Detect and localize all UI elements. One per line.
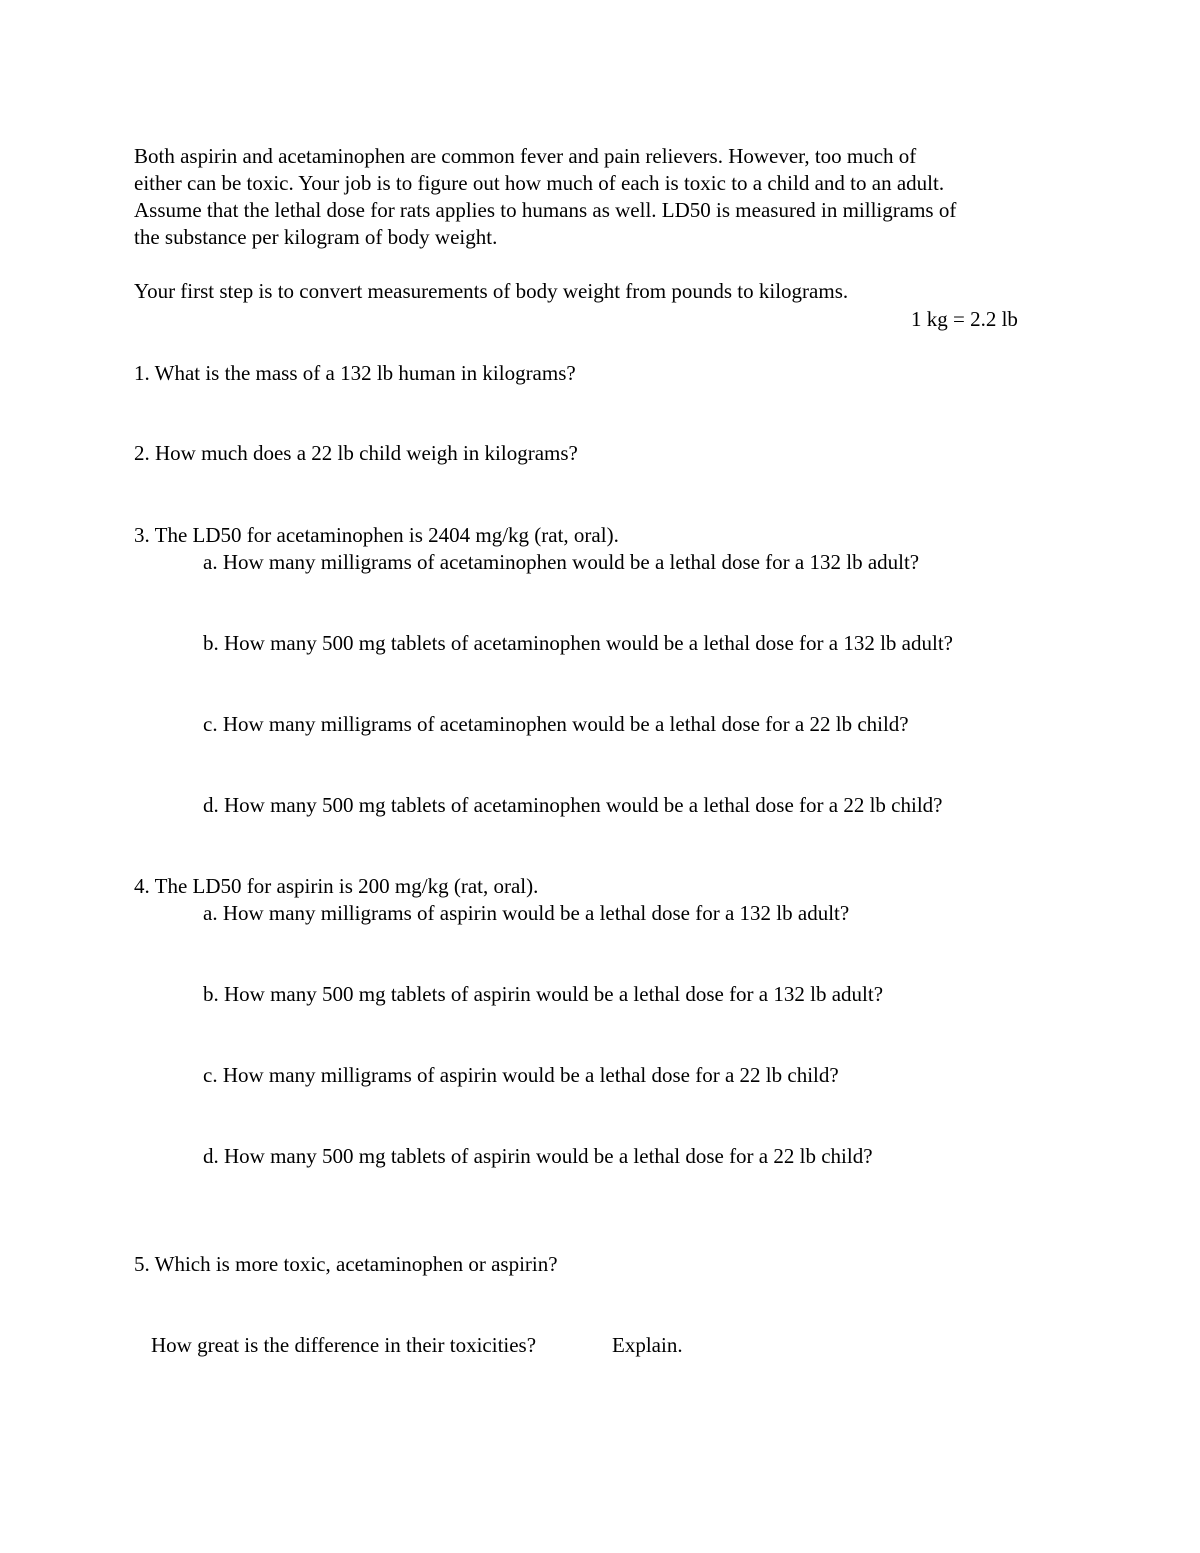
question-5-stem: 5. Which is more toxic, acetaminophen or aspirin? [134, 1252, 558, 1276]
question-3a: a. How many milligrams of acetaminophen would be a lethal dose for a 132 lb adult? [203, 550, 920, 574]
question-3c: c. How many milligrams of acetaminophen would be a lethal dose for a 22 lb child? [203, 712, 909, 736]
question-5-explain: Explain. [612, 1333, 683, 1357]
intro-line-2: either can be toxic. Your job is to figure out how much of each is toxic to a child and to an adult. [134, 171, 945, 195]
intro-line-1: Both aspirin and acetaminophen are common fever and pain relievers. However, too much of [134, 144, 917, 168]
question-5-followup: How great is the difference in their toxicities? [151, 1333, 537, 1357]
intro-line-3: Assume that the lethal dose for rats applies to humans as well. LD50 is measured in milligrams of [134, 198, 957, 222]
question-1: 1. What is the mass of a 132 lb human in kilograms? [134, 361, 576, 385]
question-2: 2. How much does a 22 lb child weigh in kilograms? [134, 441, 578, 465]
intro-line-4: the substance per kilogram of body weight. [134, 225, 498, 249]
question-3b: b. How many 500 mg tablets of acetaminophen would be a lethal dose for a 132 lb adult? [203, 631, 953, 655]
conversion-factor: 1 kg = 2.2 lb [911, 307, 1018, 331]
question-4a: a. How many milligrams of aspirin would be a lethal dose for a 132 lb adult? [203, 901, 850, 925]
question-4c: c. How many milligrams of aspirin would be a lethal dose for a 22 lb child? [203, 1063, 839, 1087]
question-4-stem: 4. The LD50 for aspirin is 200 mg/kg (rat, oral). [134, 874, 539, 898]
question-4d: d. How many 500 mg tablets of aspirin would be a lethal dose for a 22 lb child? [203, 1144, 873, 1168]
first-step-text: Your first step is to convert measurements of body weight from pounds to kilograms. [134, 279, 849, 303]
question-4b: b. How many 500 mg tablets of aspirin would be a lethal dose for a 132 lb adult? [203, 982, 884, 1006]
question-3d: d. How many 500 mg tablets of acetaminophen would be a lethal dose for a 22 lb child? [203, 793, 943, 817]
question-3-stem: 3. The LD50 for acetaminophen is 2404 mg/kg (rat, oral). [134, 523, 619, 547]
